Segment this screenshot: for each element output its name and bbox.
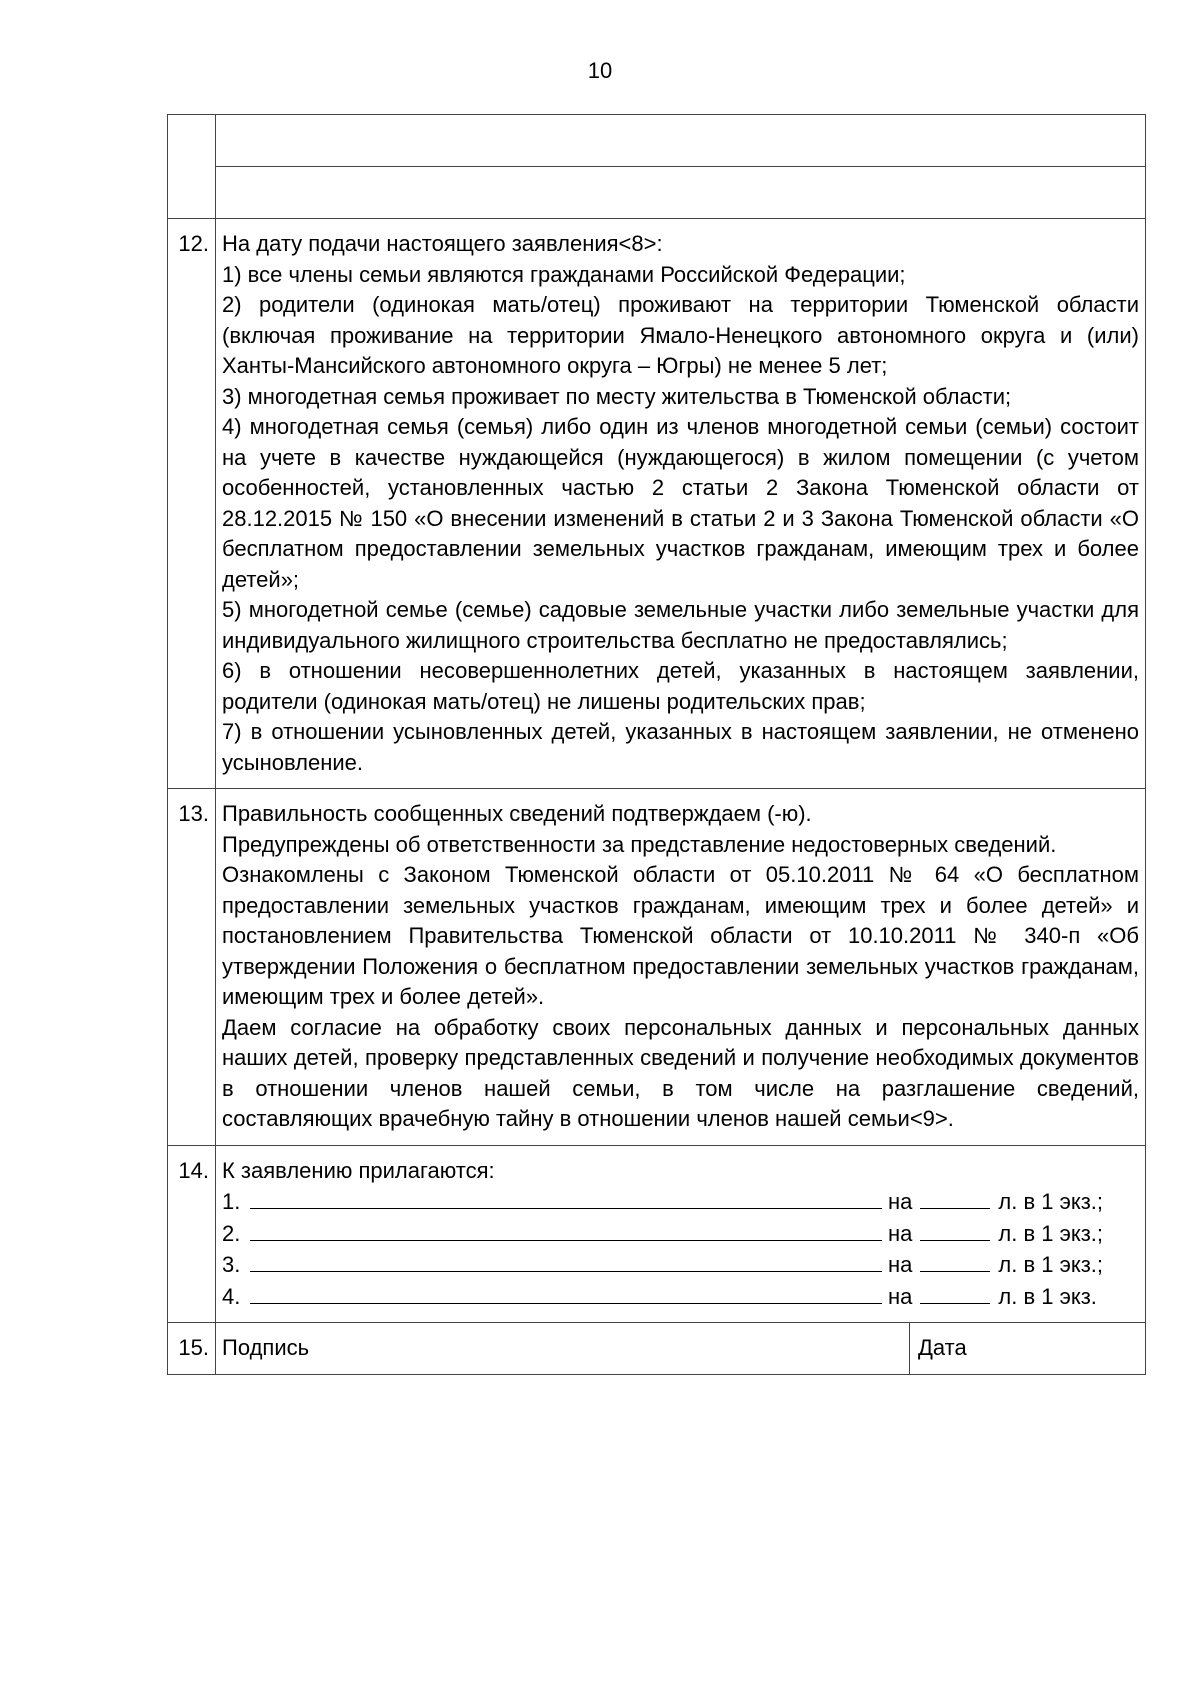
attachment-pages-field[interactable] (920, 1186, 990, 1209)
section-12-number: 12. (168, 219, 216, 789)
attachment-copies-label: л. в 1 экз.; (998, 1220, 1104, 1246)
page-number: 10 (587, 58, 613, 83)
attachment-pages-field[interactable] (920, 1218, 990, 1241)
section-12-item-1: 1) все члены семьи являются гражданами Российской Федерации; (222, 261, 906, 287)
attachment-row (222, 1218, 1139, 1250)
section-12-item-2: 2) родители (одинокая мать/отец) проживают на территории Тюменской области (включая проживание на территории Ямало-Ненецкого автономного округа и (или) Ханты-Мансийского автономного округа – Югры) не менее 5 лет; (222, 292, 1139, 378)
blank-rows-cell (216, 115, 1146, 219)
section-12-content (216, 219, 1146, 789)
section-13-paragraph-3: Ознакомлены с Законом Тюменской области от 05.10.2011 № 64 «О бесплатном предоставлении земельных участков гражданам, имеющим трех и более детей» и постановлением Правительства Тюменской области от 10.10.2011 № 340-п «Об утверждении Положения о бесплатном предоставлении земельных участков гражданам, имеющим трех и более детей». (222, 862, 1139, 1009)
row-number-empty (168, 115, 216, 219)
section-14-content (216, 1145, 1146, 1323)
section-12-item-6: 6) в отношении несовершеннолетних детей, указанных в настоящем заявлении, родители (одинокая мать/отец) не лишены родительских прав; (222, 658, 1139, 714)
section-12-row (168, 219, 1146, 789)
section-12-intro: На дату подачи настоящего заявления<8>: (222, 231, 663, 256)
section-13-row (168, 789, 1146, 1146)
attachment-row (222, 1281, 1139, 1313)
blank-field-2[interactable] (216, 167, 1145, 218)
attachment-copies-label: л. в 1 экз.; (998, 1189, 1104, 1214)
attachment-copies-label: л. в 1 экз. (998, 1283, 1097, 1309)
section-15-content (216, 1323, 1146, 1375)
attachment-pages-field[interactable] (920, 1249, 990, 1272)
application-form-table (167, 114, 1146, 1375)
section-13-paragraph-1: Правильность сообщенных сведений подтверждаем (-ю). (222, 801, 812, 826)
section-15-number: 15. (168, 1323, 216, 1375)
attachment-number: 4. (222, 1283, 241, 1309)
section-13-paragraph-4: Даем согласие на обработку своих персональных данных и персональных данных наших детей, проверку представленных сведений и получение необходимых документов в отношении членов нашей семьи, в том числе на разглашение сведений, составляющих врачебную тайну в отношении членов нашей семьи<9>. (222, 1014, 1139, 1131)
date-field[interactable] (910, 1323, 1145, 1374)
attachment-pages-field[interactable] (920, 1281, 990, 1304)
attachment-na-label: на (888, 1252, 913, 1277)
section-13-number: 13. (168, 789, 216, 1146)
section-12-item-5: 5) многодетной семье (семье) садовые земельные участки либо земельные участки для индивидуального жилищного строительства бесплатно не предоставлялись; (222, 597, 1139, 653)
attachment-row (222, 1186, 1139, 1218)
signature-field[interactable] (216, 1323, 910, 1374)
section-14-intro: К заявлению прилагаются: (222, 1157, 495, 1183)
attachment-na-label: на (888, 1220, 913, 1246)
attachment-name-field[interactable] (250, 1249, 882, 1272)
section-14-row (168, 1145, 1146, 1323)
attachment-na-label: на (888, 1189, 913, 1214)
section-13-content (216, 789, 1146, 1146)
section-12-item-4: 4) многодетная семья (семья) либо один из членов многодетной семьи (семьи) состоит на учете в качестве нуждающейся (нуждающегося) в жилом помещении (с учетом особенностей, установленных частью 2 статьи 2 Закона Тюменской области от 28.12.2015 № 150 «О внесении изменений в статьи 2 и 3 Закона Тюменской области «О бесплатном предоставлении земельных участков гражданам, имеющим трех и более детей»; (222, 414, 1139, 592)
section-15-row (168, 1323, 1146, 1375)
blank-rows-section (168, 115, 1146, 219)
attachment-name-field[interactable] (250, 1281, 882, 1304)
section-12-item-7: 7) в отношении усыновленных детей, указанных в настоящем заявлении, не отменено усыновление. (222, 719, 1139, 775)
attachment-number: 2. (222, 1220, 241, 1246)
section-13-paragraph-2: Предупреждены об ответственности за представление недостоверных сведений. (222, 831, 1057, 857)
attachment-row (222, 1249, 1139, 1281)
attachment-name-field[interactable] (250, 1218, 882, 1241)
signature-label: Подпись (222, 1335, 310, 1360)
section-14-number: 14. (168, 1145, 216, 1323)
date-label: Дата (918, 1335, 967, 1360)
attachment-number: 3. (222, 1252, 241, 1277)
attachment-number: 1. (222, 1189, 241, 1214)
attachment-name-field[interactable] (250, 1186, 882, 1209)
attachment-na-label: на (888, 1283, 913, 1309)
section-12-item-3: 3) многодетная семья проживает по месту жительства в Тюменской области; (222, 383, 1012, 409)
attachment-copies-label: л. в 1 экз.; (998, 1252, 1104, 1277)
blank-field-1[interactable] (216, 115, 1145, 167)
